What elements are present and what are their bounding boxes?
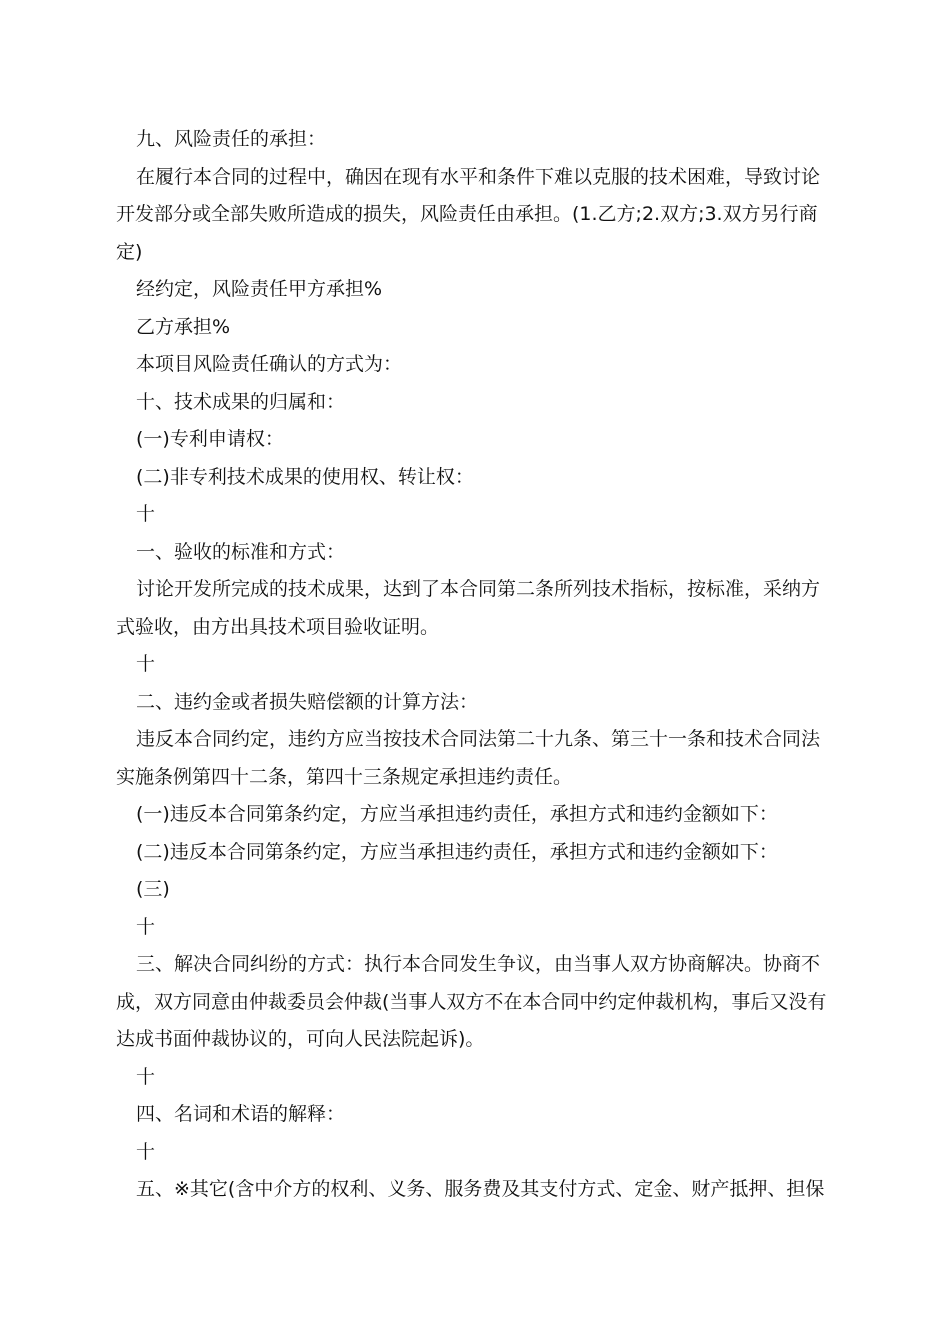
section-heading-15: 五、※其它(含中介方的权利、义务、服务费及其支付方式、定金、财产抵押、担保	[136, 1178, 825, 1200]
section-number-fragment: 十	[136, 1065, 156, 1088]
acceptance-clause-text: 讨论开发所完成的技术成果，达到了本合同第二条所列技术指标，按标准，采纳方式验收，由方出具技术项目验收证明。	[116, 578, 821, 638]
risk-confirmation-method: 本项目风险责任确认的方式为：	[136, 353, 403, 375]
risk-clause-text: 在履行本合同的过程中，确因在现有水平和条件下难以克服的技术困难，导致讨论开发部分或全部失败所造成的损失，风险责任由承担。(1.乙方;2.双方;3.双方另行商定)	[116, 165, 821, 263]
section-heading-11: 一、验收的标准和方式：	[136, 540, 346, 563]
breach-item-2: (二)违反本合同第条约定，方应当承担违约责任，承担方式和违约金额如下：	[136, 840, 778, 863]
breach-item-3: (三)	[136, 878, 170, 900]
section-heading-10: 十、技术成果的归属和：	[136, 390, 346, 413]
section-number-fragment: 十	[136, 1140, 156, 1163]
section-heading-9: 九、风险责任的承担：	[136, 128, 327, 150]
breach-clause-text: 违反本合同约定，违约方应当按技术合同法第二十九条、第三十一条和技术合同法实施条例第四十二条，第四十三条规定承担违约责任。	[116, 728, 821, 788]
patent-application-right: (一)专利申请权：	[136, 428, 284, 450]
breach-item-1: (一)违反本合同第条约定，方应当承担违约责任，承担方式和违约金额如下：	[136, 803, 778, 825]
section-number-fragment: 十	[136, 653, 156, 675]
risk-party-b-share: 乙方承担%	[136, 315, 231, 338]
non-patent-rights: (二)非专利技术成果的使用权、转让权：	[136, 465, 474, 488]
section-number-fragment: 十	[136, 503, 156, 525]
section-heading-14: 四、名词和术语的解释：	[136, 1103, 346, 1125]
document-body	[116, 121, 838, 1209]
dispute-resolution-clause: 三、解决合同纠纷的方式：执行本合同发生争议，由当事人双方协商解决。协商不成，双方同意由仲裁委员会仲裁(当事人双方不在本合同中约定仲裁机构，事后又没有达成书面仲裁协议的，可向人民法院起诉)。	[116, 953, 827, 1050]
section-heading-12: 二、违约金或者损失赔偿额的计算方法：	[136, 690, 479, 713]
section-number-fragment: 十	[136, 915, 156, 938]
risk-party-a-share: 经约定，风险责任甲方承担%	[136, 278, 383, 300]
